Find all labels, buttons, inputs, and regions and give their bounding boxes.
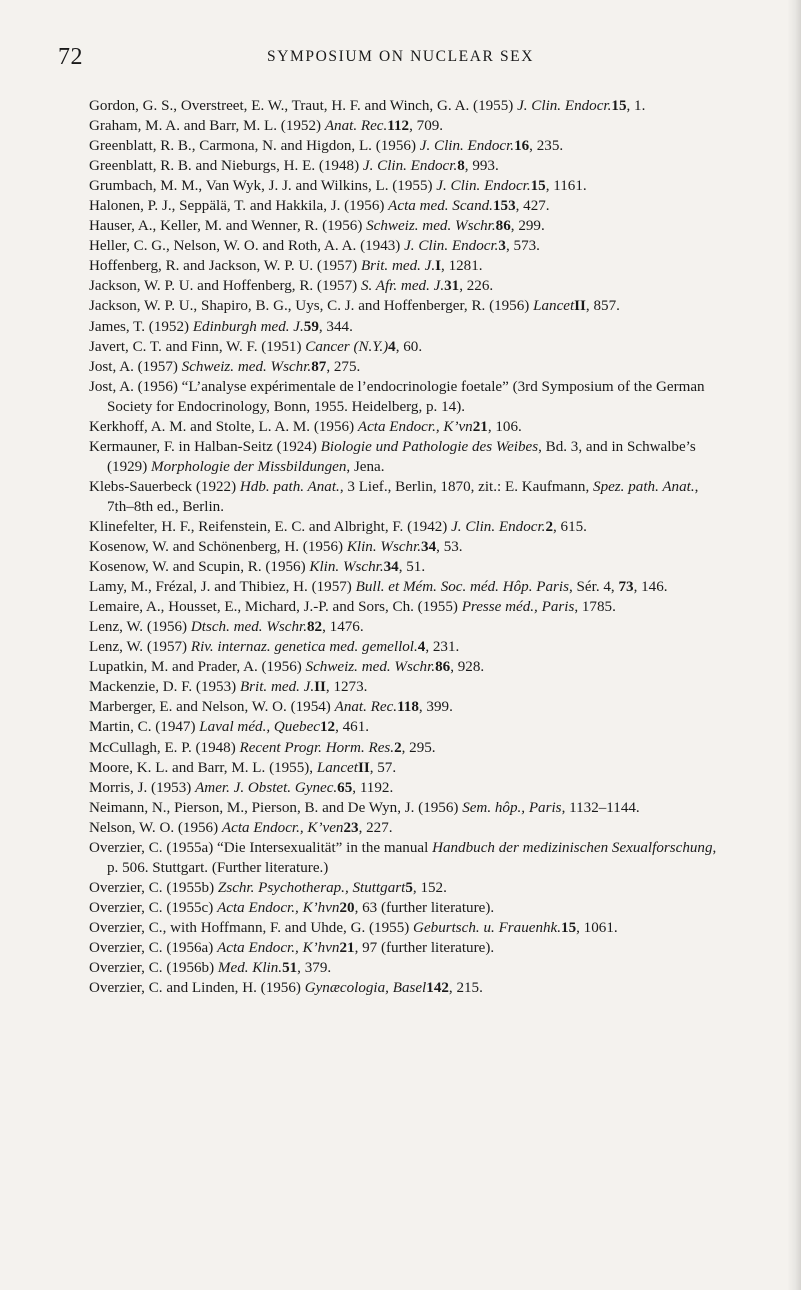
reference-journal: Klin. Wschr. (309, 559, 384, 576)
reference-details: , 63 (further literature). (354, 899, 495, 916)
reference-entry (89, 577, 725, 597)
reference-volume: 34 (421, 539, 437, 556)
reference-entry (89, 477, 725, 517)
reference-volume: 31 (444, 278, 460, 295)
reference-authors: Kosenow, W. and Schönenberg, H. (1956) (89, 539, 347, 556)
reference-entry (89, 176, 725, 196)
reference-journal: S. Afr. med. J. (360, 278, 445, 295)
reference-details: , 379. (297, 960, 332, 977)
reference-entry (89, 417, 725, 437)
reference-details: , 399. (418, 699, 453, 716)
reference-authors: Jackson, W. P. U. and Hoffenberg, R. (1957) (89, 278, 361, 295)
reference-journal: Schweiz. med. Wschr. (305, 659, 436, 676)
reference-volume: 65 (337, 779, 353, 796)
reference-entry (89, 116, 725, 136)
reference-details: , 427. (515, 198, 550, 215)
reference-entry (89, 517, 725, 537)
reference-volume: 21 (339, 939, 355, 956)
reference-journal: Riv. internaz. genetica med. gemellol. (190, 639, 418, 656)
reference-volume: 12 (319, 719, 336, 736)
reference-journal: Hdb. path. Anat. (239, 478, 340, 495)
reference-entry (89, 738, 725, 758)
reference-details: , 7th–8th ed., Berlin. (107, 478, 699, 515)
reference-entry (89, 958, 725, 978)
reference-details: , 299. (510, 218, 545, 235)
reference-authors: Hauser, A., Keller, M. and Wenner, R. (1956) (89, 218, 367, 235)
reference-authors: Overzier, C. (1956a) (89, 939, 218, 956)
reference-authors: Overzier, C. (1955a) “Die Intersexualität” in the manual (89, 839, 433, 856)
page-number: 72 (58, 44, 83, 70)
reference-volume: II (357, 759, 370, 776)
reference-details: , 97 (further literature). (354, 939, 495, 956)
reference-volume: 59 (303, 318, 319, 335)
reference-details: , 344. (318, 318, 353, 335)
reference-entry (89, 597, 725, 617)
reference-details: , 235. (529, 138, 564, 155)
reference-authors: Halonen, P. J., Seppälä, T. and Hakkila, J. (1956) (89, 198, 389, 215)
reference-authors: Kosenow, W. and Scupin, R. (1956) (89, 559, 310, 576)
reference-details: , 1061. (576, 919, 618, 936)
page-header (0, 42, 801, 72)
reference-details: , 1. (626, 98, 646, 114)
reference-details: , 146. (633, 579, 668, 596)
reference-authors: Martin, C. (1947) (89, 719, 200, 736)
reference-details: , 1161. (545, 178, 587, 195)
reference-entry (89, 136, 725, 156)
reference-authors: Jackson, W. P. U., Shapiro, B. G., Uys, C. J. and Hoffenberger, R. (1956) (89, 298, 534, 315)
reference-entry (89, 818, 725, 838)
reference-journal: Schweiz. med. Wschr. (366, 218, 496, 235)
reference-journal: Anat. Rec. (334, 699, 398, 716)
reference-journal: Morphologie der Missbildungen (151, 458, 347, 475)
reference-details: , 231. (425, 639, 460, 656)
reference-journal: Cancer (N.Y.) (305, 338, 389, 355)
reference-journal: Brit. med. J. (239, 679, 315, 696)
reference-authors: Lenz, W. (1957) (89, 639, 191, 656)
reference-entry (89, 918, 725, 938)
reference-journal: Handbuch der medizinischen Sexualforschung (432, 839, 713, 856)
reference-volume: 20 (339, 899, 355, 916)
reference-entry (89, 778, 725, 798)
reference-entry (89, 657, 725, 677)
reference-details: , 152. (412, 879, 447, 896)
reference-details: , 709. (409, 118, 444, 135)
reference-details: , 106. (487, 418, 522, 435)
reference-journal: Sem. hôp., Paris (462, 799, 562, 816)
reference-details: , 461. (335, 719, 370, 736)
reference-entry (89, 938, 725, 958)
reference-authors: Klebs-Sauerbeck (1922) (89, 478, 240, 495)
reference-entry (89, 617, 725, 637)
reference-volume: II (574, 298, 586, 315)
page-edge-shadow (787, 0, 801, 1290)
reference-volume: 112 (387, 118, 410, 135)
reference-authors: Neimann, N., Pierson, M., Pierson, B. and De Wyn, J. (1956) (89, 799, 463, 816)
reference-entry (89, 156, 725, 176)
reference-entry (89, 256, 725, 276)
reference-volume: 5 (405, 879, 413, 896)
reference-journal: Acta Endocr., K’hvn (217, 899, 340, 916)
reference-entry (89, 557, 725, 577)
reference-volume: 2 (394, 739, 402, 756)
reference-authors: Overzier, C. (1955b) (89, 879, 218, 896)
reference-volume: 8 (457, 158, 465, 175)
reference-journal: J. Clin. Endocr. (436, 178, 531, 195)
reference-journal: Zschr. Psychotherap., Stuttgart (217, 879, 406, 896)
reference-authors: Jost, A. (1956) “L’analyse expérimentale de l’endocrinologie foetale” (3rd Symposium of the German Society for Endocrinology, Bonn, 1955. Heidelberg, p. 14). (89, 378, 705, 415)
reference-authors: Heller, C. G., Nelson, W. O. and Roth, A. A. (1943) (89, 238, 405, 255)
reference-volume: 4 (388, 338, 396, 355)
reference-details: , Sér. 4, (568, 579, 619, 596)
reference-authors: Lupatkin, M. and Prader, A. (1956) (89, 659, 306, 676)
reference-volume: 2 (545, 518, 553, 535)
reference-journal: Klin. Wschr. (346, 539, 422, 556)
reference-details: , 1281. (441, 258, 483, 275)
reference-journal: Bull. et Mém. Soc. méd. Hôp. Paris (355, 579, 569, 596)
reference-authors: Kerkhoff, A. M. and Stolte, L. A. M. (1956) (89, 418, 358, 435)
reference-entry (89, 236, 725, 256)
reference-volume: 15 (561, 919, 577, 936)
reference-authors: Overzier, C. and Linden, H. (1956) (89, 980, 305, 997)
reference-journal: Anat. Rec. (324, 118, 388, 135)
reference-journal: Acta med. Scand. (388, 198, 493, 215)
reference-authors: Marberger, E. and Nelson, W. O. (1954) (89, 699, 335, 716)
reference-journal: Acta Endocr., K’ven (221, 819, 344, 836)
reference-volume: 153 (492, 198, 516, 215)
reference-entry (89, 677, 725, 697)
reference-volume: 16 (514, 138, 530, 155)
reference-journal: J. Clin. Endocr. (404, 238, 499, 255)
reference-journal: Recent Progr. Horm. Res. (239, 739, 395, 756)
reference-details: , 1192. (352, 779, 394, 796)
reference-authors: Morris, J. (1953) (89, 779, 196, 796)
reference-volume: II (314, 679, 326, 696)
reference-authors: Lamy, M., Frézal, J. and Thibiez, H. (1957) (89, 579, 356, 596)
reference-entry (89, 317, 725, 337)
reference-journal: Brit. med. J. (360, 258, 436, 275)
reference-authors: James, T. (1952) (89, 318, 193, 335)
reference-volume: 82 (307, 619, 323, 636)
reference-details: , Bd. 3, and in Schwalbe’s (1929) (107, 438, 696, 475)
reference-authors: Overzier, C. (1955c) (89, 899, 218, 916)
reference-entry (89, 898, 725, 918)
reference-details: , 3 Lief., Berlin, 1870, zit.: E. Kaufmann, (339, 478, 594, 495)
reference-entry (89, 437, 725, 477)
reference-entry (89, 978, 725, 998)
reference-authors: Gordon, G. S., Overstreet, E. W., Traut, H. F. and Winch, G. A. (1955) (89, 98, 518, 114)
reference-journal: Lancet (316, 759, 358, 776)
reference-journal: Gynæcologia, Basel (304, 980, 427, 997)
reference-details: , 1785. (574, 599, 616, 616)
reference-volume: 34 (383, 559, 399, 576)
reference-entry (89, 276, 725, 296)
reference-details: , 1132–1144. (561, 799, 640, 816)
reference-journal: Laval méd., Quebec (199, 719, 320, 736)
reference-authors: Javert, C. T. and Finn, W. F. (1951) (89, 338, 306, 355)
reference-journal: Acta Endocr., K’hvn (217, 939, 340, 956)
reference-volume: 142 (426, 980, 449, 997)
reference-authors: Kermauner, F. in Halban-Seitz (1924) (89, 438, 321, 455)
reference-entry (89, 758, 725, 778)
reference-details: , 227. (358, 819, 393, 836)
reference-details: , 57. (369, 759, 397, 776)
reference-details: , 615. (552, 518, 587, 535)
reference-volume: 23 (343, 819, 359, 836)
reference-journal: Dtsch. med. Wschr. (190, 619, 307, 636)
reference-journal: Edinburgh med. J. (192, 318, 304, 335)
reference-journal: Spez. path. Anat. (593, 478, 695, 495)
reference-authors: Greenblatt, R. B., Carmona, N. and Higdon, L. (1956) (89, 138, 420, 155)
reference-journal: Geburtsch. u. Frauenhk. (413, 919, 562, 936)
reference-details: , 53. (436, 539, 463, 556)
reference-entry (89, 196, 725, 216)
reference-volume: 86 (435, 659, 451, 676)
reference-authors: Lemaire, A., Housset, E., Michard, J.-P. and Sors, Ch. (1955) (89, 599, 462, 616)
reference-journal: Presse méd., Paris (461, 599, 575, 616)
reference-authors: McCullagh, E. P. (1948) (89, 739, 240, 756)
reference-entry (89, 377, 725, 417)
reference-details: , 51. (398, 559, 426, 576)
reference-entry (89, 637, 725, 657)
reference-entry (89, 337, 725, 357)
reference-details: , 275. (326, 358, 361, 375)
reference-entry (89, 216, 725, 236)
reference-volume: 87 (311, 358, 327, 375)
reference-authors: Grumbach, M. M., Van Wyk, J. J. and Wilkins, L. (1955) (89, 178, 437, 195)
reference-journal: J. Clin. Endocr. (419, 138, 515, 155)
reference-authors: Lenz, W. (1956) (89, 619, 191, 636)
reference-authors: Mackenzie, D. F. (1953) (89, 679, 240, 696)
reference-list (89, 96, 725, 998)
reference-details: , p. 506. Stuttgart. (Further literature.) (107, 839, 717, 876)
reference-details: , 60. (395, 338, 423, 355)
reference-volume: I (435, 258, 442, 275)
reference-journal: Schweiz. med. Wschr. (181, 358, 312, 375)
reference-details: , 928. (450, 659, 485, 676)
reference-entry (89, 96, 725, 116)
reference-journal: Acta Endocr., K’vn (357, 418, 473, 435)
reference-details: , 1273. (325, 679, 368, 696)
reference-entry (89, 717, 725, 737)
reference-details: , 573. (505, 238, 540, 255)
reference-authors: Overzier, C. (1956b) (89, 960, 218, 977)
reference-authors: Nelson, W. O. (1956) (89, 819, 222, 836)
reference-journal: J. Clin. Endocr. (362, 158, 458, 175)
reference-entry (89, 537, 725, 557)
reference-authors: Klinefelter, H. F., Reifenstein, E. C. and Albright, F. (1942) (89, 518, 452, 535)
reference-details: , 857. (585, 298, 620, 315)
reference-volume: 86 (495, 218, 511, 235)
reference-entry (89, 357, 725, 377)
reference-authors: Hoffenberg, R. and Jackson, W. P. U. (1957) (89, 258, 361, 275)
reference-journal: Lancet (533, 298, 575, 315)
reference-volume: 4 (417, 639, 426, 656)
reference-authors: Greenblatt, R. B. and Nieburgs, H. E. (1948) (89, 158, 363, 175)
reference-volume: 3 (498, 238, 506, 255)
reference-volume: 15 (530, 178, 546, 195)
reference-entry (89, 798, 725, 818)
reference-journal: Biologie und Pathologie des Weibes (320, 438, 539, 455)
reference-entry (89, 878, 725, 898)
reference-details: , 295. (401, 739, 436, 756)
reference-details: , Jena. (346, 458, 385, 475)
reference-journal: Med. Klin. (217, 960, 283, 977)
reference-entry (89, 838, 725, 878)
reference-details: , 993. (464, 158, 499, 175)
reference-volume: 15 (611, 98, 627, 114)
reference-journal: J. Clin. Endocr. (517, 98, 612, 114)
reference-details: , 1476. (322, 619, 364, 636)
reference-authors: Graham, M. A. and Barr, M. L. (1952) (89, 118, 325, 135)
reference-volume: 73 (618, 579, 634, 596)
reference-details: , 215. (448, 980, 483, 997)
reference-volume: 21 (472, 418, 488, 435)
reference-authors: Jost, A. (1957) (89, 358, 182, 375)
reference-entry (89, 296, 725, 316)
reference-details: , 226. (459, 278, 494, 295)
reference-authors: Moore, K. L. and Barr, M. L. (1955), (89, 759, 317, 776)
reference-entry (89, 697, 725, 717)
reference-authors: Overzier, C., with Hoffmann, F. and Uhde, G. (1955) (89, 919, 414, 936)
running-head: SYMPOSIUM ON NUCLEAR SEX (266, 48, 535, 65)
reference-journal: J. Clin. Endocr. (451, 518, 546, 535)
reference-journal: Amer. J. Obstet. Gynec. (195, 779, 338, 796)
reference-volume: 118 (397, 699, 419, 716)
reference-volume: 51 (282, 960, 298, 977)
